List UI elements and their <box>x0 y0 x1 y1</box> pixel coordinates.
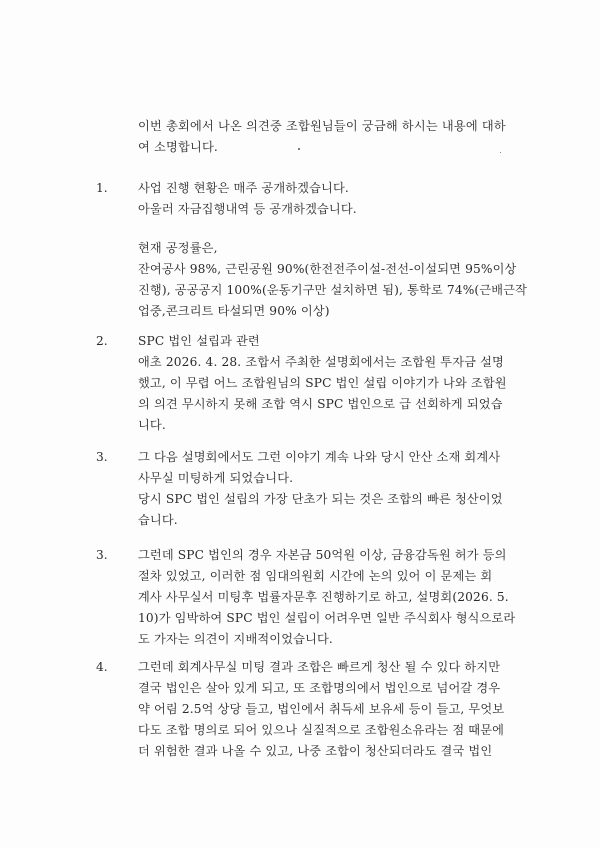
section-body <box>138 178 570 322</box>
section-number: 2. <box>96 334 108 348</box>
section-number: 3. <box>96 548 108 562</box>
section-paragraph: 현재 공정률은, 잔여공사 98%, 근린공원 90%(한전전주이설-전선-이설되면 95%이상 진행), 공공공지 100%(운동기구만 설치하면 됨), 통학로 74%(근배근작 업중,콘크리트 타설되면 90% 이상) <box>138 241 528 318</box>
section-body <box>138 657 570 762</box>
section-paragraph: 사업 진행 현황은 매주 공개하겠습니다. 아울러 자금집행내역 등 공개하겠습니다. <box>138 181 357 216</box>
intro-paragraph: 이번 총회에서 나온 의견중 조합원님들이 궁금해 하시는 내용에 대하 여 소명합니다. <box>138 119 506 154</box>
section-body <box>138 545 570 650</box>
section-paragraph: 그 다음 설명회에서도 그런 이야기 계속 나와 당시 안산 소재 회계사 사무실 미팅하게 되었습니다. 당시 SPC 법인 설립의 가장 단초가 되는 것은 조합의 빠른 청산이었 습니다. <box>138 450 503 527</box>
section-number: 4. <box>96 660 108 674</box>
paragraph-gap <box>138 220 570 238</box>
section-paragraph: 그런데 회계사무실 미팅 결과 조합은 빠르게 청산 될 수 있다 하지만 결국 법인은 살아 있게 되고, 또 조합명의에서 법인으로 넘어갈 경우 약 어림 2.5억 상당 들고, 법인에서 취득세 보유세 등이 들고, 무엇보 다도 조합 명의로 되어 있으나 실질적으로 조합원소유라는 점 때문에 더 위험한 결과 나올 수 있고, 나중 조합이 청산되더라도 결국 법인 <box>138 660 505 758</box>
section-number: 3. <box>96 450 108 464</box>
section-paragraph: SPC 법인 설립과 관련 애초 2026. 4. 28. 조합서 주최한 설명회에서는 조합원 투자금 설명 했고, 이 무렵 어느 조합원님의 SPC 법인 설립 이야기가 나와 조합원 의 의견 무시하지 못해 조합 역시 SPC 법인으로 급 선회하게 되었습 니다. <box>138 334 507 432</box>
section-body <box>138 331 570 436</box>
section-paragraph: 그런데 SPC 법인의 경우 자본금 50억원 이상, 금융감독원 허가 등의 절차 있었고, 이러한 점 임대의원회 시간에 논의 있어 이 문제는 회 계사 사무실서 미팅후 법률자문후 진행하기로 하고, 설명회(2026. 5. 10)가 임박하여 SPC 법인 설립이 어려우면 일반 주식회사 형식으로라 도 가자는 의견이 지배적이었습니다. <box>138 548 516 646</box>
section-number: 1. <box>96 181 108 195</box>
section-body <box>138 447 570 531</box>
